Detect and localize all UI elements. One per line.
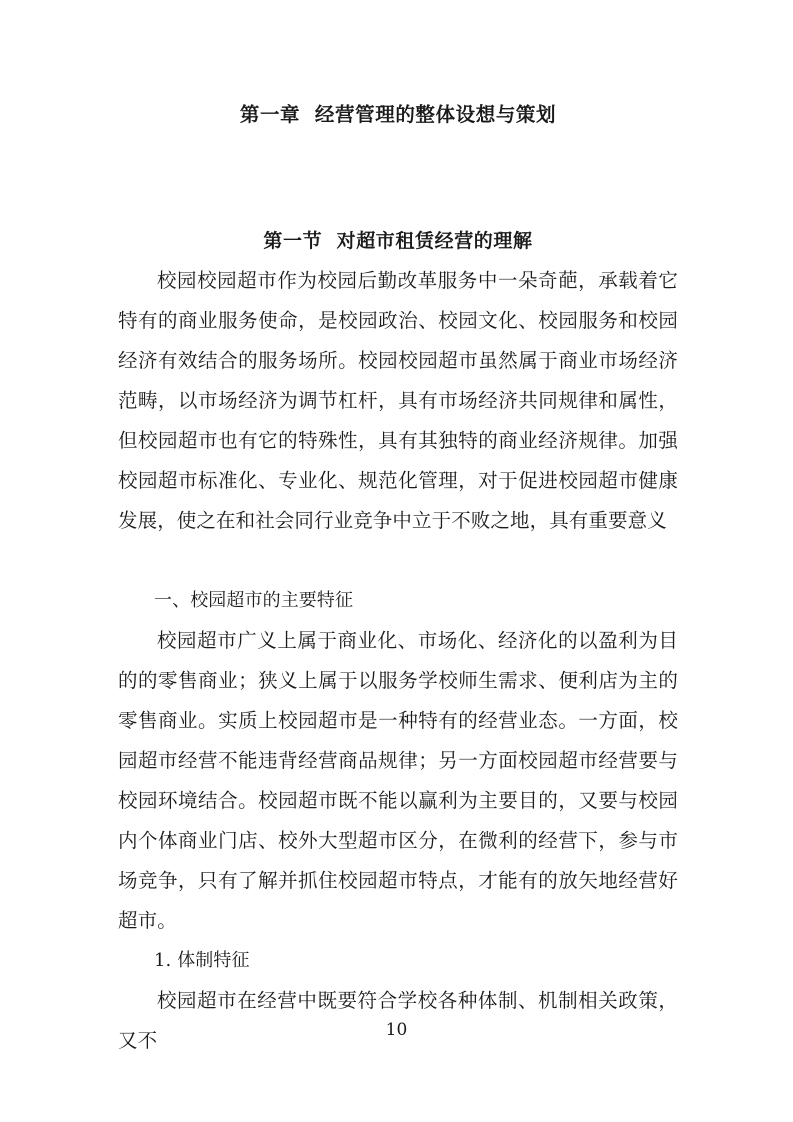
paragraph-characteristics: 校园超市广义上属于商业化、市场化、经济化的以盈利为目的的零售商业；狭义上属于以服务学校师生需求、便利店为主的零售商业。实质上校园超市是一种特有的经营业态。一方面，校园超市经营不能违背经营商品规律；另一方面校园超市经营要与校园环境结合。校园超市既不能以赢利为主要目的，又要与校园内个体商业门店、校外大型超市区分，在微利的经营下，参与市场竞争，只有了解并抓住校园超市特点，才能有的放矢地经营好超市。: [118, 629, 678, 932]
sub-heading-main-characteristics: 一、校园超市的主要特征: [154, 590, 354, 611]
page-content: [118, 0, 678, 1061]
paragraph-system: 校园超市在经营中既要符合学校各种体制、机制相关政策，又不: [118, 989, 678, 1052]
page-number: 10: [385, 1020, 408, 1040]
paragraph-spacer: [118, 541, 678, 581]
intro-paragraph: 校园校园超市作为校园后勤改革服务中一朵奇葩，承载着它特有的商业服务使命，是校园政治、校园文化、校园服务和校园经济有效结合的服务场所。校园校园超市虽然属于商业市场经济范畴，以市场经济为调节杠杆，具有市场经济共同规律和属性，但校园超市也有它的特殊性，具有其独特的商业经济规律。加强校园超市标准化、专业化、规范化管理，对于促进校园超市健康发展，使之在和社会同行业竞争中立于不败之地，具有重要意义: [118, 269, 678, 532]
section-title: 第一节 对超市租赁经营的理解: [263, 230, 533, 252]
chapter-title: 第一章 经营管理的整体设想与策划: [239, 103, 557, 126]
sub-heading-system-characteristics: 1. 体制特征: [154, 950, 250, 971]
